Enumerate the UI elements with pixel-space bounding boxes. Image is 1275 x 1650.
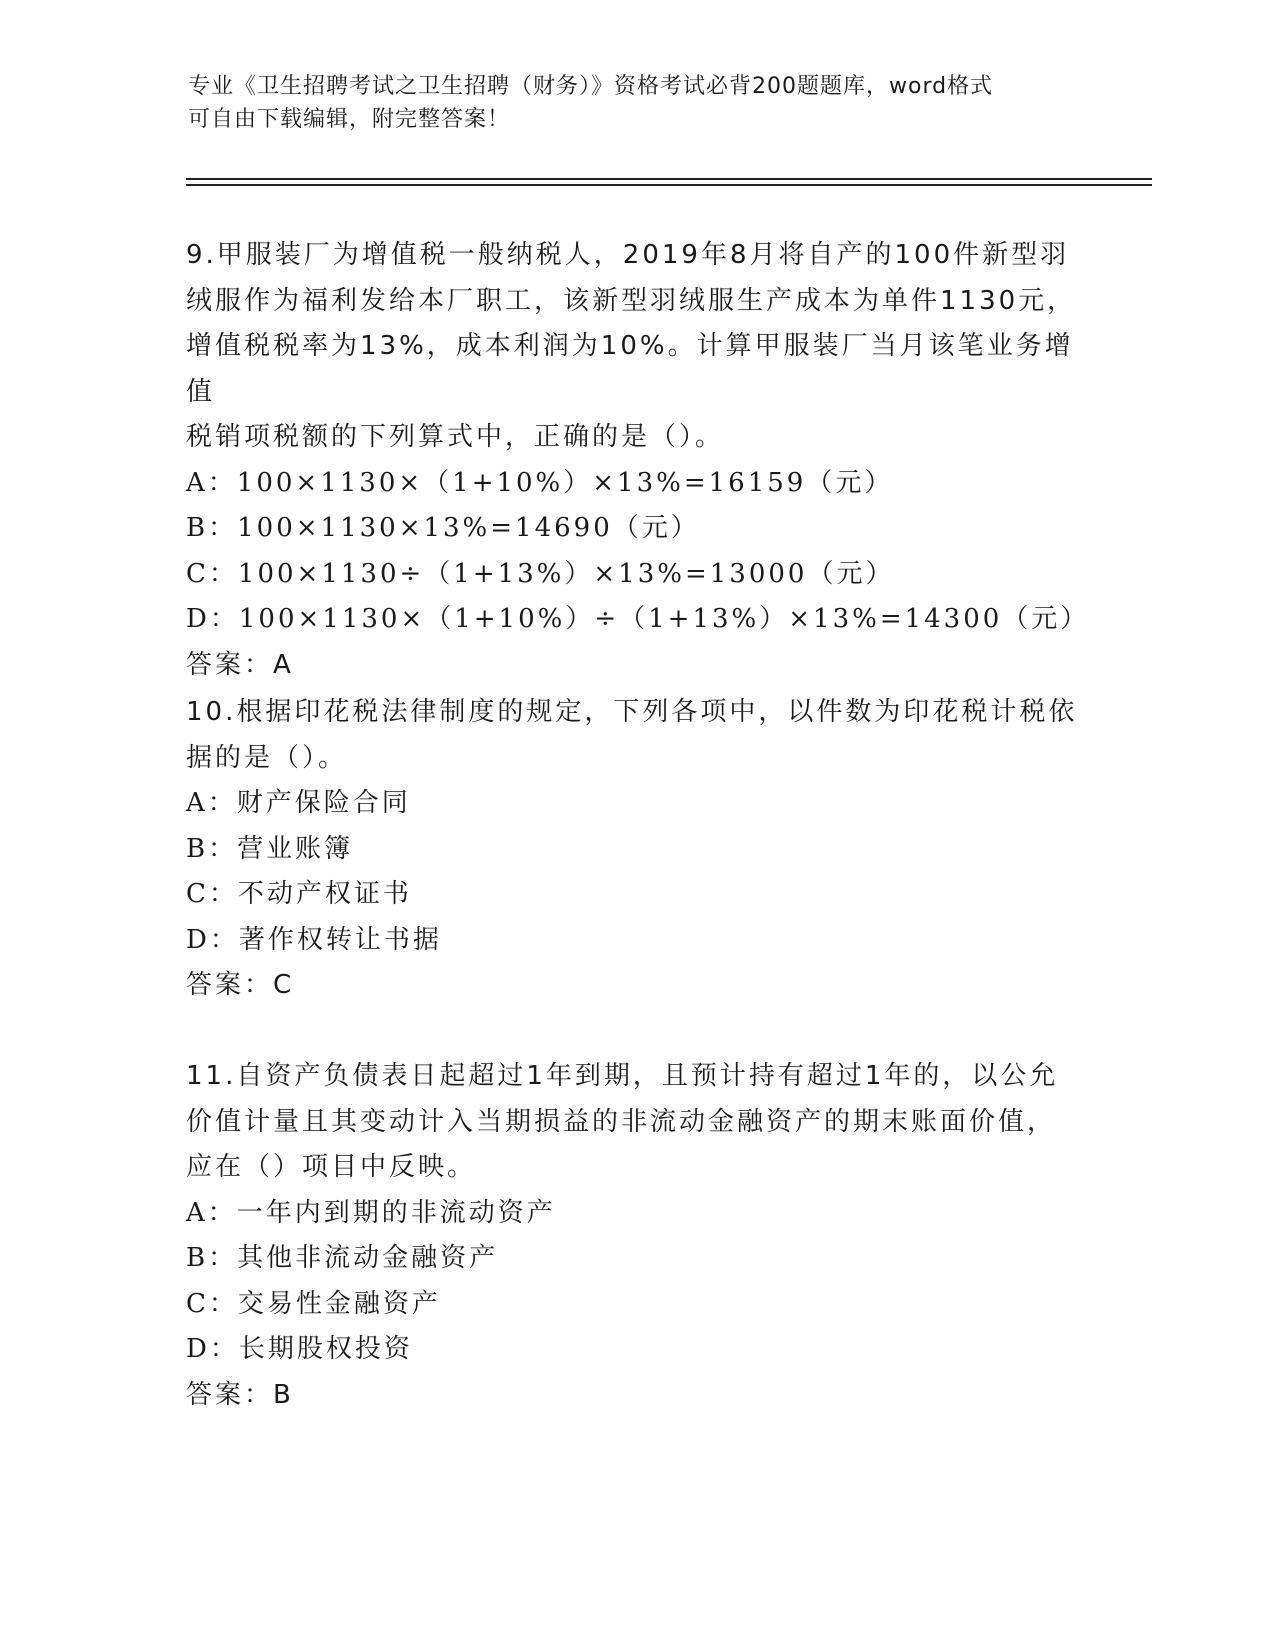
question-stem-line: 增值税税率为13%，成本利润为10%。计算甲服装厂当月该笔业务增值	[186, 331, 1074, 407]
option-c	[186, 872, 1086, 918]
header-line-1: 专业《卫生招聘考试之卫生招聘（财务）》资格考试必背200题题库，word格式	[188, 74, 994, 99]
option-a	[186, 1191, 1086, 1237]
option-key: B：	[186, 513, 238, 543]
option-text: 一年内到期的非流动资产	[236, 1197, 556, 1228]
option-text: 100×1130×（1+10%）÷（1+13%）×13%=14300（元）	[238, 604, 1090, 634]
question-stem-line: 应在（）项目中反映。	[186, 1152, 477, 1182]
document-header	[188, 70, 1088, 136]
option-key: C：	[186, 879, 238, 909]
question-stem-line: 据的是（）。	[186, 742, 348, 773]
option-text: 100×1130÷（1+13%）×13%=13000（元）	[237, 558, 895, 589]
option-text: 其他非流动金融资产	[237, 1243, 499, 1273]
header-divider-bottom	[186, 184, 1152, 186]
question-stem-line: 11.自资产负债表日起超过1年到期，且预计持有超过1年的，以公允	[186, 1061, 1059, 1091]
option-key: D：	[186, 924, 239, 955]
option-b	[186, 1236, 1086, 1282]
option-key: B：	[186, 833, 238, 864]
question-stem-line: 绒服作为福利发给本厂职工，该新型羽绒服生产成本为单件1130元，	[186, 285, 1077, 316]
question-stem-line: 9.甲服装厂为增值税一般纳税人，2019年8月将自产的100件新型羽	[186, 240, 1070, 270]
question-stem-line: 价值计量且其变动计入当期损益的非流动金融资产的期末账面价值，	[186, 1106, 1057, 1137]
option-d	[186, 1327, 1086, 1373]
option-b	[186, 506, 1086, 552]
option-text: 著作权转让书据	[238, 924, 442, 955]
option-a	[186, 461, 1086, 507]
option-key: A：	[186, 467, 237, 498]
option-key: C：	[186, 558, 238, 589]
option-d	[186, 597, 1090, 643]
option-key: A：	[186, 788, 237, 818]
header-line-2: 可自由下载编辑，附完整答案！	[188, 107, 511, 132]
option-key: A：	[186, 1197, 237, 1228]
option-text: 营业账簿	[237, 833, 354, 864]
option-key: D：	[186, 1334, 239, 1364]
option-a	[186, 781, 1086, 827]
option-text: 交易性金融资产	[237, 1288, 441, 1319]
option-d	[186, 918, 1086, 964]
option-b	[186, 827, 1086, 873]
answer-line: 答案：C	[186, 970, 295, 1000]
option-text: 长期股权投资	[238, 1334, 413, 1364]
option-text: 100×1130×13%=14690（元）	[237, 513, 700, 543]
option-c	[186, 1282, 1086, 1328]
question-9	[186, 233, 1090, 688]
option-c	[186, 552, 1086, 598]
header-divider-top	[186, 178, 1152, 180]
answer-line: 答案：A	[186, 649, 294, 680]
option-text: 不动产权证书	[237, 879, 412, 909]
question-stem-line: 10.根据印花税法律制度的规定，下列各项中，以件数为印花税计税依	[186, 697, 1078, 727]
question-11	[186, 1054, 1086, 1418]
option-text: 100×1130×（1+10%）×13%=16159（元）	[236, 467, 894, 498]
answer-line: 答案：B	[186, 1379, 294, 1410]
option-text: 财产保险合同	[236, 788, 411, 818]
option-key: C：	[186, 1288, 238, 1319]
question-stem-line: 税销项税额的下列算式中，正确的是（）。	[186, 422, 725, 452]
question-10	[186, 690, 1086, 1009]
option-key: B：	[186, 1243, 238, 1273]
option-key: D：	[186, 604, 239, 634]
